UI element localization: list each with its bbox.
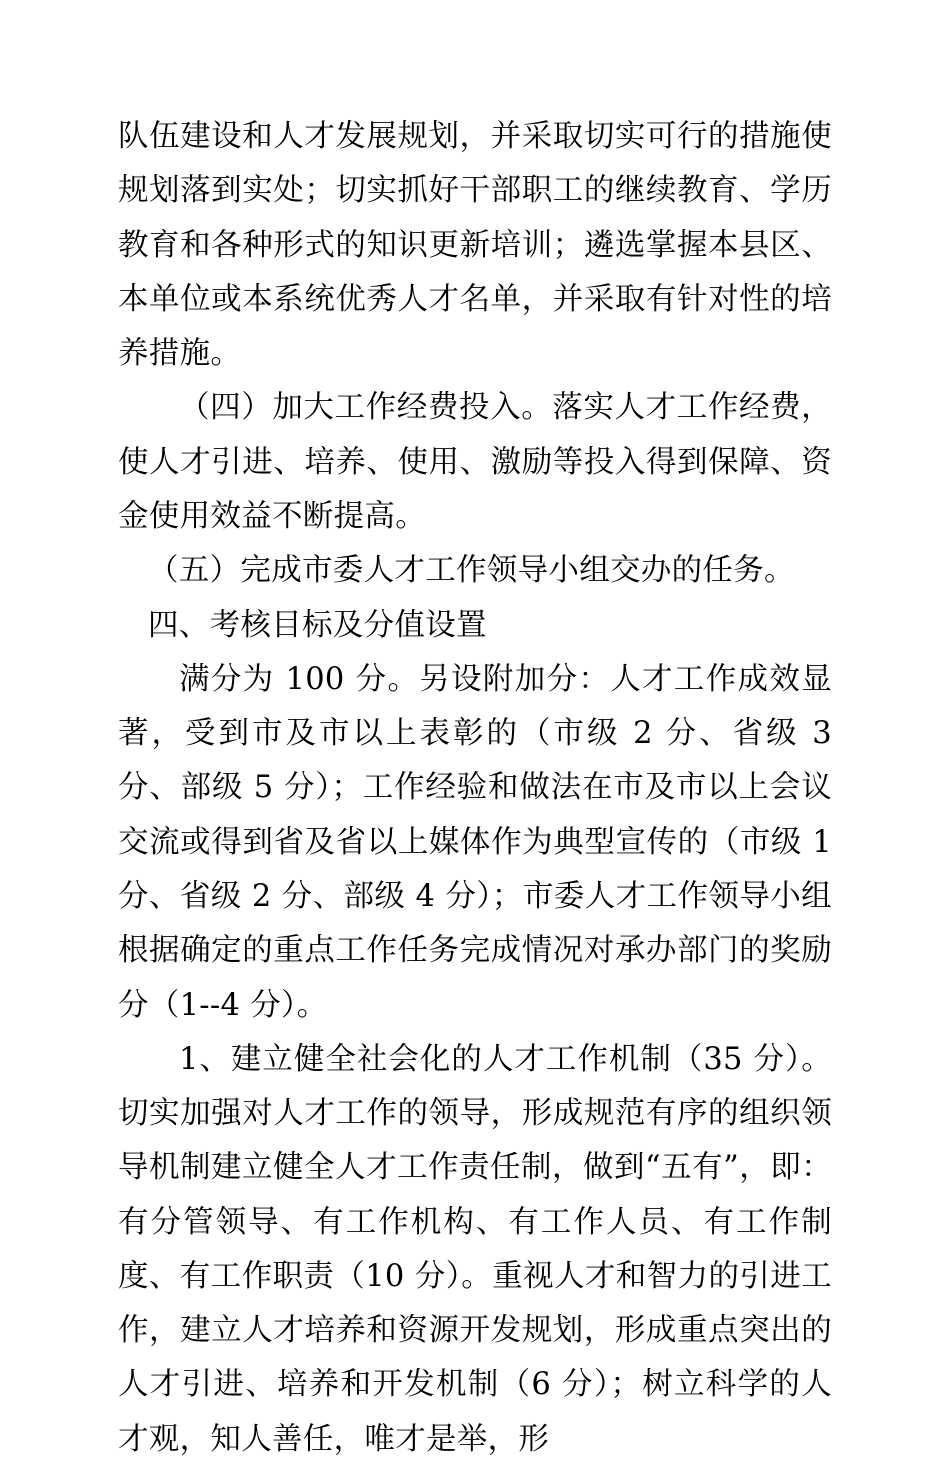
document-body: [118, 110, 832, 1467]
paragraph-item-four: （四）加大工作经费投入。落实人才工作经费，使人才引进、培养、使用、激励等投入得到保障、资金使用效益不断提高。: [118, 390, 832, 534]
paragraph-continuation: 队伍建设和人才发展规划，并采取切实可行的措施使规划落到实处；切实抓好干部职工的继续教育、学历教育和各种形式的知识更新培训；遴选掌握本县区、本单位或本系统优秀人才名单，并采取有针对性的培养措施。: [118, 119, 832, 372]
paragraph-item-five: （五）完成市委人才工作领导小组交办的任务。: [148, 553, 795, 589]
paragraph-score-total: 满分为 100 分。另设附加分：人才工作成效显著，受到市及市以上表彰的（市级 2 分、省级 3 分、部级 5 分）；工作经验和做法在市及市以上会议交流或得到省及省以上媒体作为典型宣传的（市级 1 分、省级 2 分、部级 4 分）；市委人才工作领导小组根据确定的重点工作任务完成情况对承办部门的奖励分（1--4 分）。: [118, 661, 832, 1023]
paragraph-item-1: 1、建立健全社会化的人才工作机制（35 分）。切实加强对人才工作的领导，形成规范有序的组织领导机制建立健全人才工作责任制，做到“五有”，即：有分管领导、有工作机构、有工作人员、有工作制度、有工作职责（10 分）。重视人才和智力的引进工作，建立人才培养和资源开发规划，形成重点突出的人才引进、培养和开发机制（6 分）；树立科学的人才观，知人善任，唯才是举，形: [118, 1041, 832, 1457]
paragraph-section-four-heading: 四、考核目标及分值设置: [148, 607, 487, 643]
